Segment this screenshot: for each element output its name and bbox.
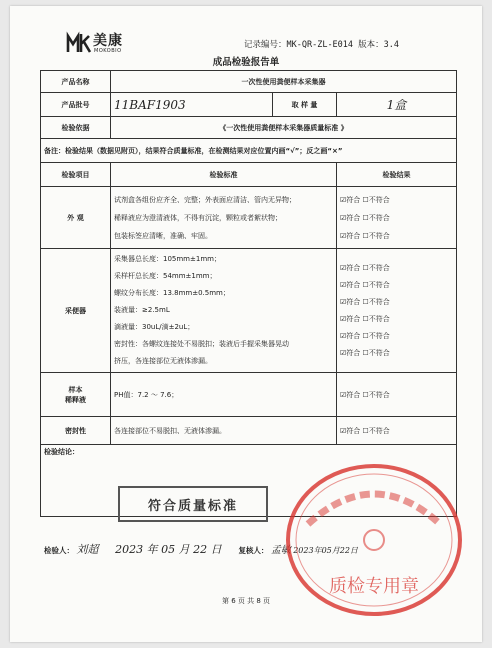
company-logo (66, 30, 146, 56)
batch-value: 11BAF1903 (111, 93, 273, 117)
appearance-line: 包装标签应清晰，准确、牢固。 (114, 231, 212, 240)
sample-qty-label: 取 样 量 (273, 93, 337, 117)
appearance-line: 试剂盒各组份应齐全、完整；外表面应清洁、管内无异物； (114, 195, 296, 204)
reviewer-label: 复核人： (238, 546, 269, 555)
result-checkbox: ☑符合 ☐不符合 (340, 263, 390, 272)
signature-row (44, 541, 358, 557)
appearance-standard (111, 187, 337, 249)
product-name-row (41, 71, 457, 93)
diluent-standard: PH值：7.2 ～ 7.6； (111, 373, 337, 417)
collector-results (337, 249, 457, 373)
header-result: 检验结果 (337, 163, 457, 187)
product-name-label: 产品名称 (41, 71, 111, 93)
mk-logo-icon (66, 30, 92, 54)
collector-line: 密封性：各螺纹连接处不易脱扣；装液后手握采集器晃动 (114, 340, 289, 348)
conclusion-label: 检验结论： (44, 448, 79, 456)
record-number: 记录编号：MK-QR-ZL-E014 版本：3.4 (244, 40, 399, 50)
inspector-label: 检验人： (44, 546, 74, 555)
collector-line: 装液量：≥2.5mL (114, 306, 170, 314)
collector-line: 挤压，各连接部位无液体渗漏。 (114, 357, 212, 365)
collector-line: 螺纹分布长度：13.8mm±0.5mm； (114, 289, 230, 297)
header-standard: 检验标准 (111, 163, 337, 187)
logo-chinese-text: 美康 (93, 33, 123, 49)
sealing-name: 密封性 (41, 417, 111, 445)
product-name-value: 一次性使用粪便样本采集器 (111, 71, 457, 93)
batch-label: 产品批号 (41, 93, 111, 117)
result-checkbox: ☑符合 ☐不符合 (340, 213, 390, 222)
basis-label: 检验依据 (41, 117, 111, 139)
inspection-report-table (40, 70, 457, 517)
seal-text: 质检专用章 (329, 576, 419, 597)
appearance-row (41, 187, 457, 249)
report-title: 成品检验报告单 (212, 57, 280, 68)
inspection-date: 2023 年 05 月 22 日 (115, 543, 222, 556)
sealing-row (41, 417, 457, 445)
result-checkbox: ☑符合 ☐不符合 (340, 195, 390, 204)
inspector-signature: 刘超 (76, 543, 99, 556)
diluent-row (41, 373, 457, 417)
table-header-row (41, 163, 457, 187)
appearance-results (337, 187, 457, 249)
note-row (41, 139, 457, 163)
collector-standard (111, 249, 337, 373)
collector-name: 采便器 (41, 249, 111, 373)
sealing-result: ☑符合 ☐不符合 (337, 417, 457, 445)
collector-line: 采集器总长度：105mm±1mm； (114, 255, 221, 263)
collector-line: 采样杆总长度：54mm±1mm； (114, 272, 217, 280)
result-checkbox: ☑符合 ☐不符合 (340, 348, 390, 357)
appearance-name: 外 观 (41, 187, 111, 249)
conclusion-stamp: 符合质量标准 (118, 486, 268, 522)
reviewer-signature: 孟敏 (270, 545, 291, 556)
sample-qty-value: 1盒 (337, 93, 457, 117)
result-checkbox: ☑符合 ☐不符合 (340, 297, 390, 306)
diluent-name-line1: 样本 (68, 385, 83, 394)
sealing-standard: 各连接部位不易脱扣、无液体渗漏。 (111, 417, 337, 445)
result-checkbox: ☑符合 ☐不符合 (340, 314, 390, 323)
diluent-name (41, 373, 111, 417)
result-checkbox: ☑符合 ☐不符合 (340, 331, 390, 340)
diluent-result: ☑符合 ☐不符合 (337, 373, 457, 417)
page-number: 第 6 页 共 8 页 (221, 597, 271, 605)
diluent-name-line2: 稀释液 (65, 395, 86, 404)
result-checkbox: ☑符合 ☐不符合 (340, 231, 390, 240)
result-checkbox: ☑符合 ☐不符合 (340, 280, 390, 289)
header-item: 检验项目 (41, 163, 111, 187)
collector-line: 滴液量：30uL/滴±2uL； (114, 323, 195, 331)
review-date: 2023年05月22日 (293, 546, 358, 555)
note-text: 备注：检验结果（数据见附页），结果符合质量标准，在检测结果对应位置内画“√”；反之画“×” (41, 139, 457, 163)
basis-row (41, 117, 457, 139)
logo-english-text: MOKOBIO (94, 48, 122, 54)
appearance-line: 稀释液应为澄清液体，不得有沉淀，颗粒或者絮状物； (114, 213, 282, 222)
collector-row (41, 249, 457, 373)
basis-value: 《一次性使用粪便样本采集器质量标准 》 (111, 117, 457, 139)
batch-row (41, 93, 457, 117)
